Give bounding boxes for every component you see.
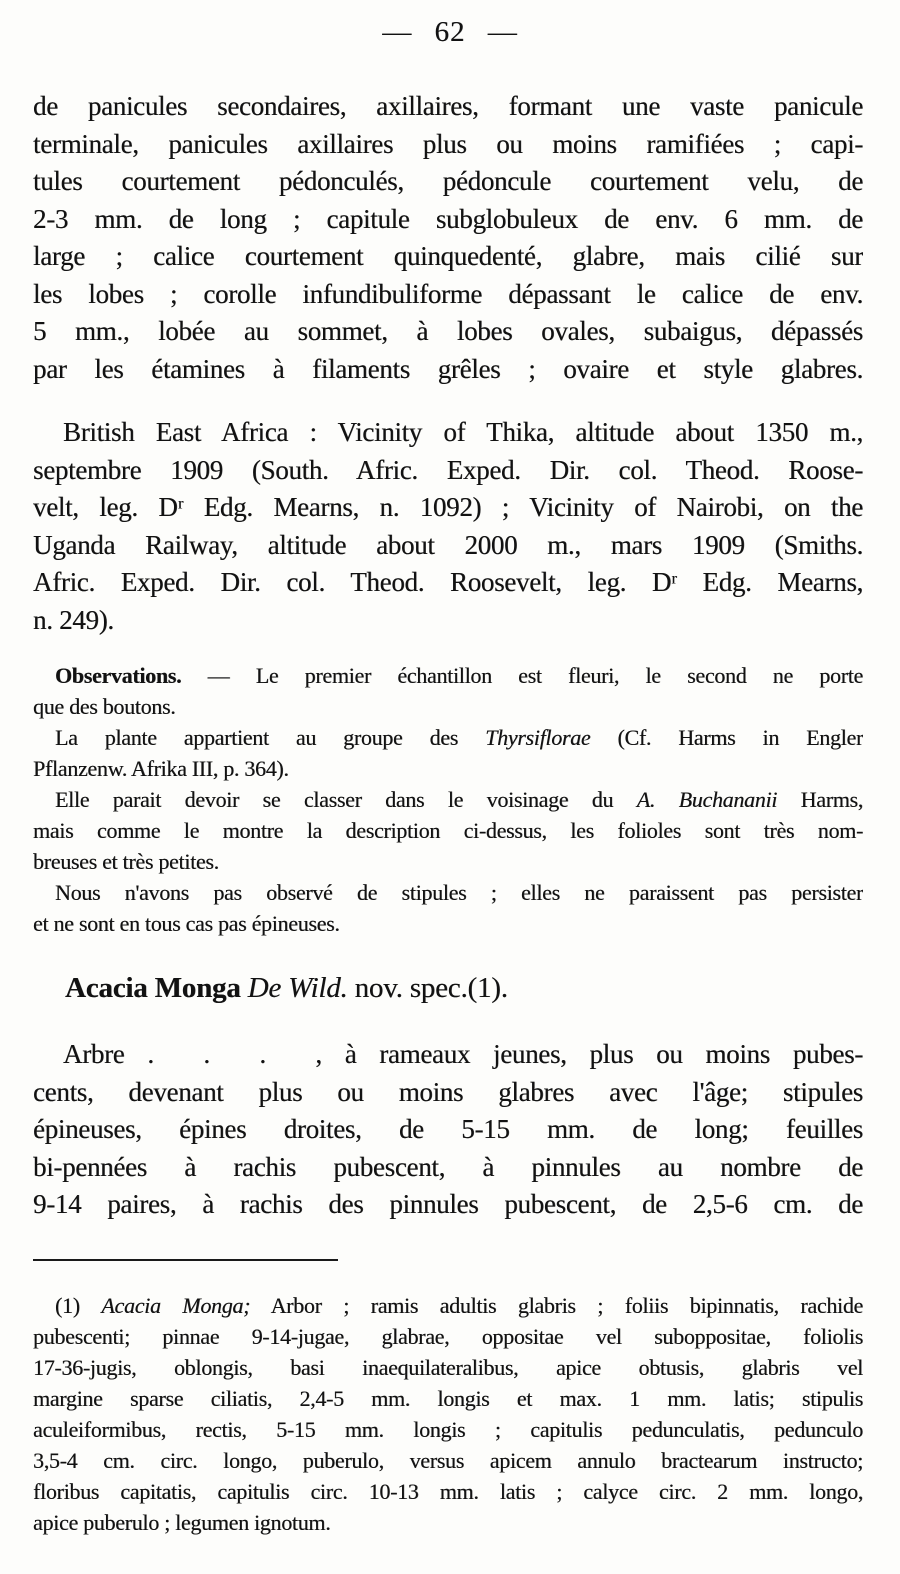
text-line: (1) Acacia Monga; Arbor ; ramis adultis glabris ; foliis bipinnatis, rachide	[55, 1293, 863, 1318]
text-line: 2-3 mm. de long ; capitule subglobuleux de env. 6 mm. de	[33, 203, 863, 234]
text-line: et ne sont en tous cas pas épineuses.	[33, 911, 340, 936]
text-line: par les étamines à filaments grêles ; ovaire et style glabres.	[33, 353, 863, 384]
text-line: 9-14 paires, à rachis des pinnules pubescent, de 2,5-6 cm. de	[33, 1189, 863, 1219]
species-heading-suffix: nov. spec.(1).	[347, 972, 508, 1004]
text-line: pubescenti; pinnae 9-14-jugae, glabrae, oppositae vel suboppositae, foliolis	[33, 1324, 863, 1349]
text-line: Uganda Railway, altitude about 2000 m., mars 1909 (Smiths.	[33, 529, 863, 560]
text-line: floribus capitatis, capitulis circ. 10-13 mm. latis ; calyce circ. 2 mm. longo,	[33, 1479, 863, 1504]
text-line: Pflanzenw. Afrika III, p. 364).	[33, 756, 289, 781]
text-line: Arbre . . . , à rameaux jeunes, plus ou moins pubes-	[63, 1039, 863, 1069]
text-line: breuses et très petites.	[33, 849, 219, 874]
paragraph-arbre	[33, 1036, 863, 1224]
species-name: Acacia Monga	[65, 972, 248, 1004]
footnote-species-name: Acacia Monga;	[101, 1293, 251, 1318]
text-line: Elle parait devoir se classer dans le voisinage du A. Buchananii Harms,	[55, 787, 863, 812]
footnote-separator	[33, 1259, 338, 1261]
footnote-marker: (1)	[55, 1293, 102, 1318]
text-line: British East Africa : Vicinity of Thika, altitude about 1350 m.,	[63, 417, 863, 447]
species-author: De Wild.	[247, 972, 348, 1004]
text-line: cents, devenant plus ou moins glabres avec l'âge; stipules	[33, 1076, 863, 1107]
text-line: tules courtement pédonculés, pédoncule courtement velu, de	[33, 166, 863, 196]
text-line: mais comme le montre la description ci-dessus, les folioles sont très nom-	[33, 818, 863, 843]
text-line: septembre 1909 (South. Afric. Exped. Dir. col. Theod. Roose-	[33, 454, 863, 485]
text-line: Observations. — Le premier échantillon est fleuri, le second ne porte	[55, 663, 863, 688]
text-line: Afric. Exped. Dir. col. Theod. Roosevelt, leg. Dʳ Edg. Mearns,	[33, 567, 863, 597]
observations-block	[33, 660, 863, 939]
text-line: 17-36-jugis, oblongis, basi inaequilateralibus, apice obtusis, glabris vel	[33, 1355, 863, 1380]
text-line: Nous n'avons pas observé de stipules ; elles ne paraissent pas persister	[55, 880, 863, 905]
text-line: les lobes ; corolle infundibuliforme dépassant le calice de env.	[33, 278, 863, 309]
related-species-name: A. Buchananii	[636, 787, 778, 812]
text-line: La plante appartient au groupe des Thyrsiflorae (Cf. Harms in Engler	[55, 725, 863, 750]
text-line: épineuses, épines droites, de 5-15 mm. de long; feuilles	[33, 1114, 863, 1144]
species-heading	[65, 972, 855, 1005]
footnote	[33, 1290, 863, 1538]
paragraph-description	[33, 88, 863, 388]
text-line: terminale, panicules axillaires plus ou moins ramifiées ; capi-	[33, 128, 863, 159]
text-line: que des boutons.	[33, 694, 176, 719]
text-line: large ; calice courtement quinquedenté, glabre, mais cilié sur	[33, 241, 863, 271]
text-line: apice puberulo ; legumen ignotum.	[33, 1510, 331, 1535]
text-line: n. 249).	[33, 604, 114, 635]
page-number: — 62 —	[382, 16, 518, 48]
text-line: 3,5-4 cm. circ. longo, puberulo, versus apicem annulo bractearum instructo;	[33, 1448, 863, 1473]
text-line: margine sparse ciliatis, 2,4-5 mm. longis et max. 1 mm. latis; stipulis	[33, 1386, 863, 1411]
text-line: de panicules secondaires, axillaires, formant une vaste panicule	[33, 91, 863, 121]
taxon-group-name: Thyrsiflorae	[485, 725, 591, 750]
text-line: 5 mm., lobée au sommet, à lobes ovales, subaigus, dépassés	[33, 316, 863, 346]
paragraph-specimens	[33, 414, 863, 639]
text-line: aculeiformibus, rectis, 5-15 mm. longis ; capitulis pedunculatis, pedunculo	[33, 1417, 863, 1442]
text-line: velt, leg. Dʳ Edg. Mearns, n. 1092) ; Vicinity of Nairobi, on the	[33, 492, 863, 522]
observations-label: Observations.	[55, 663, 182, 688]
text-line: bi-pennées à rachis pubescent, à pinnules au nombre de	[33, 1151, 863, 1182]
